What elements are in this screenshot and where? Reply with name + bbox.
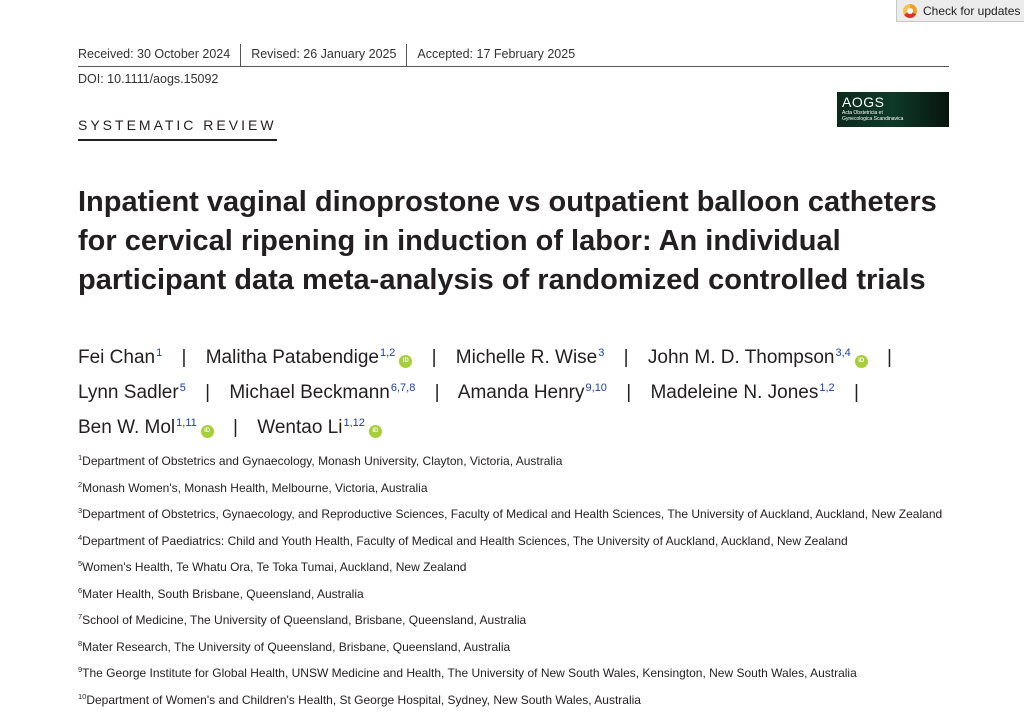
affiliation-text: Monash Women's, Monash Health, Melbourne, Victoria, Australia: [82, 480, 428, 495]
orcid-icon[interactable]: iD: [201, 425, 214, 438]
affiliation-text: Department of Obstetrics and Gynaecology, Monash University, Clayton, Victoria, Australia: [82, 454, 563, 468]
check-for-updates-label: Check for updates: [923, 3, 1021, 18]
author-separator: |: [233, 417, 238, 438]
orcid-icon[interactable]: iD: [855, 355, 868, 368]
accepted-date: Accepted: 17 February 2025: [417, 47, 576, 61]
affiliation-text: Mater Health, South Brisbane, Queensland, Australia: [82, 586, 364, 601]
orcid-icon[interactable]: iD: [369, 425, 382, 438]
affiliation-number: 2: [78, 479, 83, 489]
author[interactable]: [78, 417, 214, 438]
crossmark-icon: [903, 4, 917, 18]
author-name: Fei Chan: [78, 347, 156, 368]
author[interactable]: [78, 382, 186, 403]
affiliation: [78, 582, 948, 603]
author-affiliation-ref[interactable]: 1,11: [176, 417, 197, 429]
author-name: Madeleine N. Jones: [650, 382, 819, 403]
author-affiliation-ref[interactable]: 1: [156, 347, 163, 359]
affiliation: [78, 476, 948, 497]
author-affiliation-ref[interactable]: 3: [598, 347, 605, 359]
author-name: John M. D. Thompson: [647, 347, 835, 368]
affiliation-number: 5: [78, 559, 83, 568]
author-affiliation-ref[interactable]: 1,12: [343, 417, 365, 429]
author-list: [78, 338, 958, 443]
affiliation: [78, 608, 948, 629]
affiliation-number: 9: [78, 665, 83, 674]
affiliation-number: 8: [78, 638, 83, 648]
affiliation-number: 7: [78, 612, 83, 621]
author-separator: |: [853, 382, 859, 403]
received-date: Received: 30 October 2024: [78, 47, 231, 61]
author-separator: |: [623, 347, 629, 368]
author[interactable]: [456, 347, 605, 368]
author-name: Wentao Li: [257, 417, 343, 438]
revised-date: Revised: 26 January 2025: [251, 47, 397, 61]
author-separator: |: [434, 382, 440, 403]
affiliation-number: 3: [78, 506, 83, 515]
affiliation-list: [78, 449, 948, 714]
affiliation: [78, 529, 948, 550]
check-for-updates-button[interactable]: [896, 0, 1024, 22]
affiliation-number: 6: [78, 585, 83, 595]
affiliation-text: School of Medicine, The University of Queensland, Brisbane, Queensland, Australia: [82, 613, 527, 627]
affiliation-number: 4: [78, 532, 83, 542]
author[interactable]: [78, 347, 162, 368]
author-affiliation-ref[interactable]: 5: [179, 382, 186, 394]
author[interactable]: [257, 417, 382, 438]
affiliation-number: 10: [78, 691, 87, 701]
journal-logo[interactable]: [837, 92, 949, 127]
author-name: Michelle R. Wise: [455, 347, 598, 368]
author-affiliation-ref[interactable]: 1,2: [379, 347, 396, 359]
affiliation: [78, 661, 948, 682]
author[interactable]: [458, 382, 607, 403]
author-separator: |: [205, 382, 211, 403]
affiliation: [78, 555, 948, 576]
author-affiliation-ref[interactable]: 3,4: [835, 347, 851, 359]
author-name: Amanda Henry: [457, 382, 585, 403]
author-affiliation-ref[interactable]: 6,7,8: [390, 382, 416, 394]
affiliation-text: Department of Women's and Children's Health, St George Hospital, Sydney, New South Wales, Australia: [86, 692, 641, 707]
author[interactable]: [648, 347, 868, 368]
author-name: Michael Beckmann: [229, 382, 390, 403]
author[interactable]: [650, 382, 834, 403]
author-name: Malitha Patabendige: [205, 347, 379, 368]
affiliation-text: Department of Obstetrics, Gynaecology, and Reproductive Sciences, Faculty of Medical and Health Sciences, The University of Auckland, Auckland, New Zealand: [82, 507, 943, 521]
journal-logo-subtitle: Acta Obstetricia et Gynecologica Scandinavica: [842, 110, 904, 122]
author-name: Ben W. Mol: [78, 417, 176, 438]
author-separator: |: [181, 347, 187, 368]
author-separator: |: [887, 347, 892, 368]
article-title: Inpatient vaginal dinoprostone vs outpatient balloon catheters for cervical ripening in induction of labor: An individual participant data meta-analysis of randomized controlled trials: [78, 186, 937, 296]
affiliation-text: Department of Paediatrics: Child and Youth Health, Faculty of Medical and Health Sciences, The University of Auckland, Auckland, New Zealand: [82, 533, 848, 548]
journal-logo-name: AOGS: [842, 94, 885, 110]
orcid-icon[interactable]: iD: [399, 355, 412, 368]
affiliation-number: 1: [78, 453, 83, 462]
author[interactable]: [229, 382, 415, 403]
author-separator: |: [431, 347, 437, 368]
affiliation: [78, 635, 948, 656]
affiliation: [78, 502, 948, 523]
author-name: Lynn Sadler: [78, 382, 179, 403]
affiliation-text: Women's Health, Te Whatu Ora, Te Toka Tumai, Auckland, New Zealand: [82, 560, 467, 574]
affiliation-text: The George Institute for Global Health, UNSW Medicine and Health, The University of New South Wales, Kensington, New South Wales, Australia: [82, 666, 857, 680]
author-separator: |: [626, 382, 632, 403]
affiliation: [78, 449, 948, 470]
author-affiliation-ref[interactable]: 9,10: [585, 382, 607, 394]
affiliation-text: Mater Research, The University of Queensland, Brisbane, Queensland, Australia: [82, 639, 511, 654]
author[interactable]: [206, 347, 413, 368]
doi[interactable]: DOI: 10.1111/aogs.15092: [78, 72, 219, 86]
section-label: SYSTEMATIC REVIEW: [78, 117, 277, 141]
affiliation: [78, 688, 948, 709]
author-affiliation-ref[interactable]: 1,2: [819, 382, 835, 394]
article-dates: [78, 44, 949, 67]
